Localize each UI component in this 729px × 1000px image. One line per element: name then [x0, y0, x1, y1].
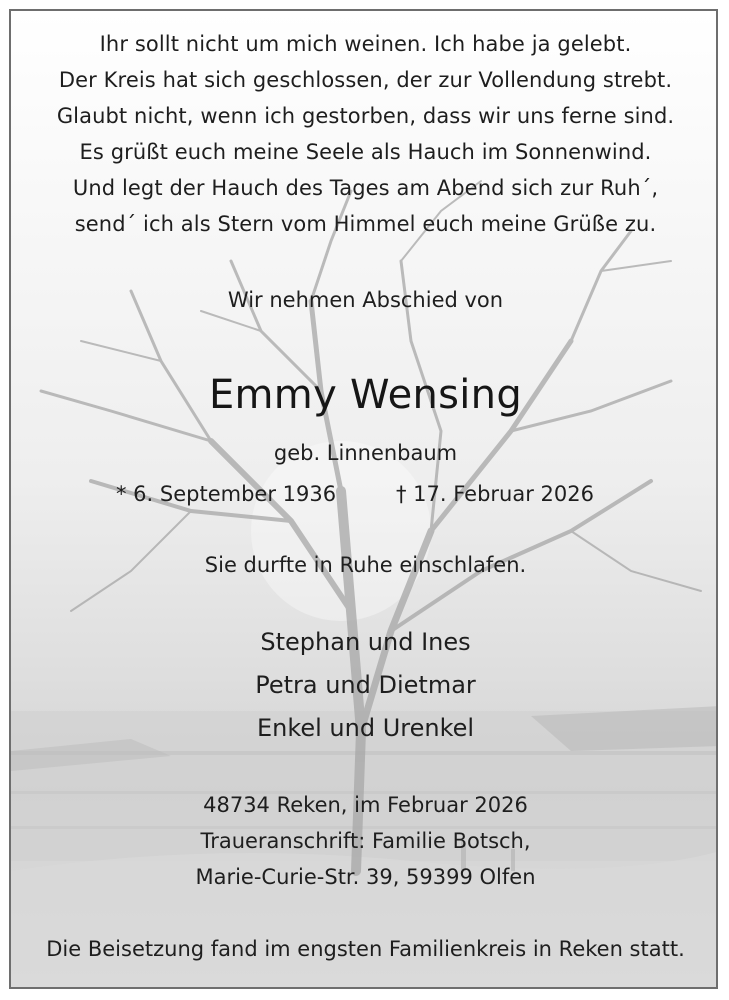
obituary-notice	[9, 9, 718, 989]
farewell-intro: Wir nehmen Abschied von	[227, 288, 504, 312]
poem-line-2: Der Kreis hat sich geschlossen, der zur Vollendung strebt.	[58, 68, 673, 92]
poem-line-1: Ihr sollt nicht um mich weinen. Ich habe ja gelebt.	[99, 32, 632, 56]
mourner-line-1: Stephan und Ines	[260, 628, 471, 656]
mourner-line-2: Petra und Dietmar	[255, 671, 476, 699]
place-date: 48734 Reken, im Februar 2026	[203, 793, 528, 817]
death-date: † 17. Februar 2026	[396, 482, 594, 506]
mourning-address: Marie-Curie-Str. 39, 59399 Olfen	[195, 865, 536, 889]
poem-line-6: send´ ich als Stern vom Himmel euch meine Grüße zu.	[74, 212, 657, 236]
mourning-address-label: Traueranschrift: Familie Botsch,	[200, 829, 531, 853]
poem-line-4: Es grüßt euch meine Seele als Hauch im Sonnenwind.	[79, 140, 652, 164]
poem-line-5: Und legt der Hauch des Tages am Abend sich zur Ruh´,	[72, 176, 659, 200]
statement: Sie durfte in Ruhe einschlafen.	[204, 553, 527, 577]
birth-name: geb. Linnenbaum	[273, 441, 458, 465]
birth-date: * 6. September 1936	[116, 482, 337, 506]
burial-note: Die Beisetzung fand im engsten Familienkreis in Reken statt.	[46, 937, 685, 961]
mourner-line-3: Enkel und Urenkel	[256, 714, 475, 742]
deceased-name: Emmy Wensing	[208, 372, 523, 418]
poem-line-3: Glaubt nicht, wenn ich gestorben, dass wir uns ferne sind.	[56, 104, 675, 128]
